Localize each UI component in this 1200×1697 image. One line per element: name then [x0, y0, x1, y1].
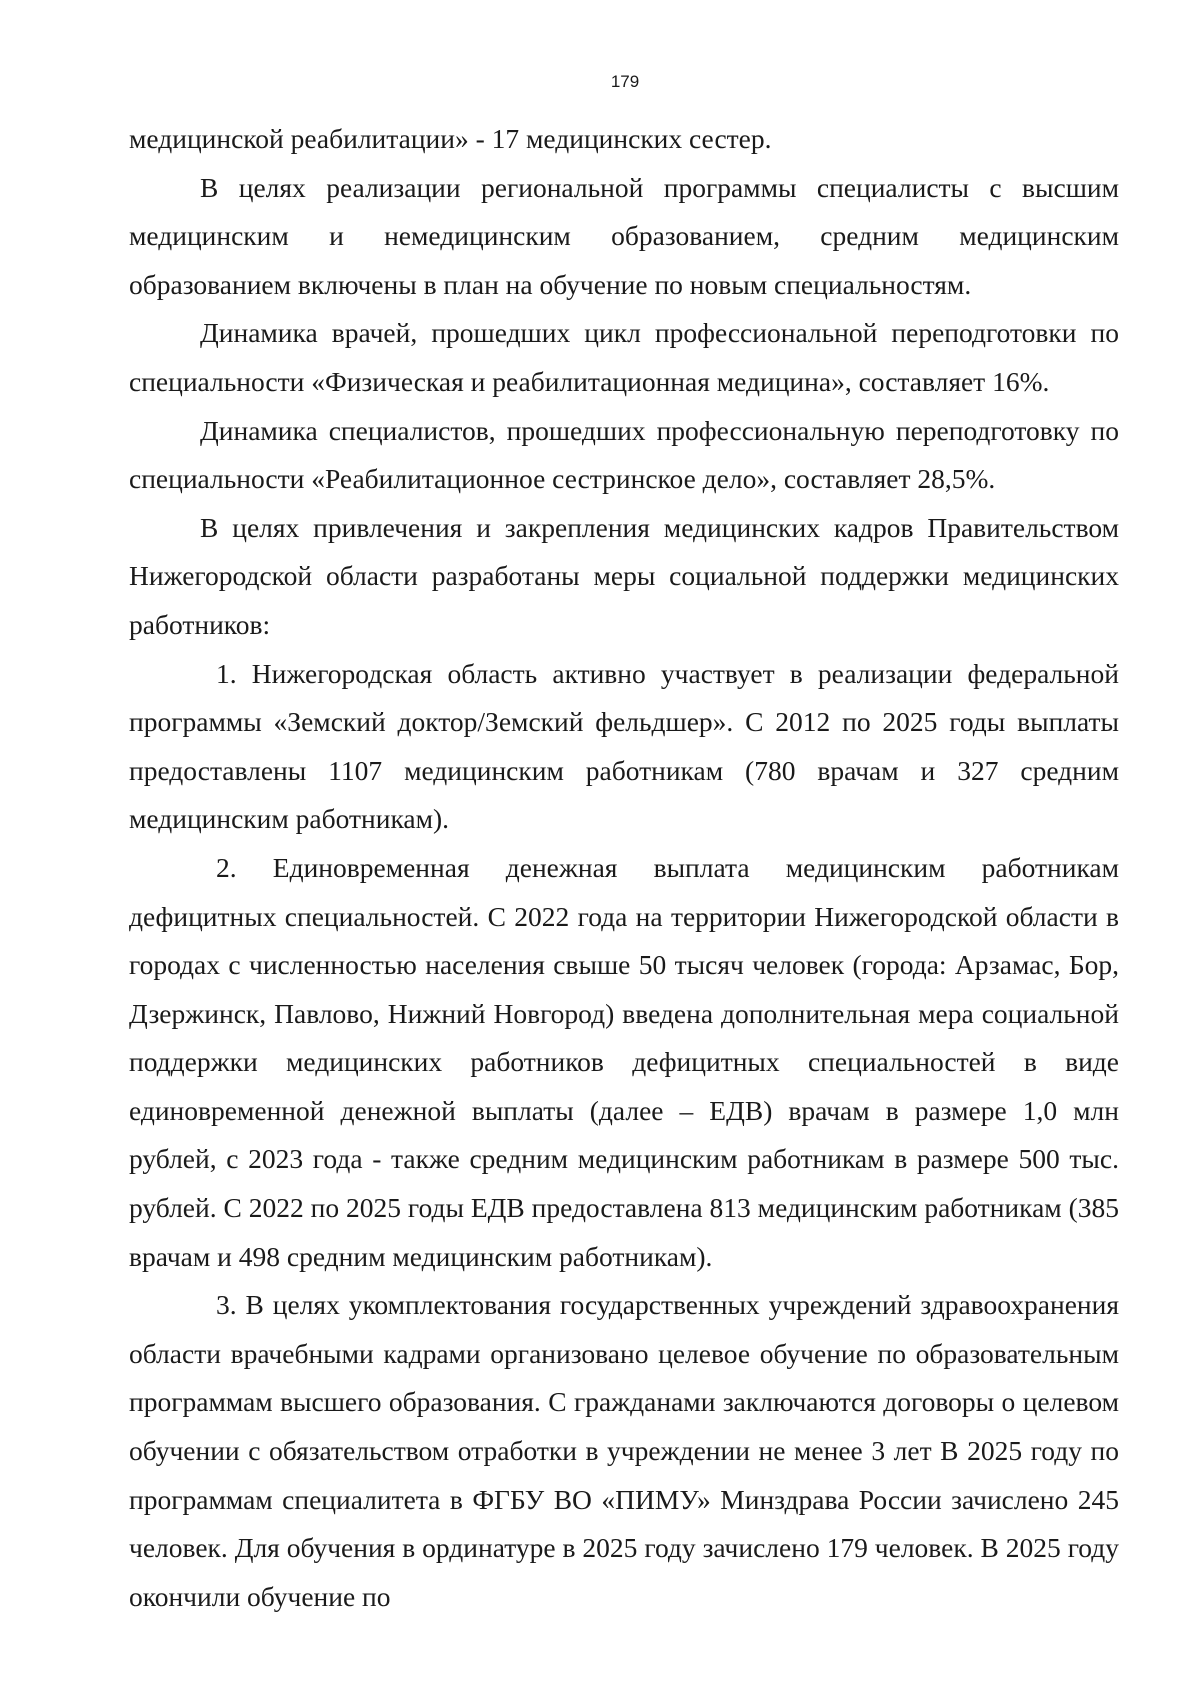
list-item-zemsky-doctor: 1. Нижегородская область активно участвует в реализации федеральной программы «Земский доктор/Земский фельдшер». С 2012 по 2025 годы выплаты предоставлены 1107 медицинским работникам (780 врачам и 327 средним медицинским работникам). — [129, 657, 1119, 835]
paragraph-specialists-dynamics: Динамика специалистов, прошедших профессиональную переподготовку по специальности «Реабилитационное сестринское дело», составляет 28,5%. — [129, 414, 1119, 495]
paragraph-continuation: медицинской реабилитации» - 17 медицинских сестер. — [129, 123, 772, 154]
page-number: 179 — [610, 72, 640, 91]
paragraph-support-measures: В целях привлечения и закрепления медицинских кадров Правительством Нижегородской области разработаны меры социальной поддержки медицинских работников: — [129, 511, 1119, 640]
document-body — [129, 115, 1119, 1621]
list-item-targeted-training: 3. В целях укомплектования государственных учреждений здравоохранения области врачебными кадрами организовано целевое обучение по образовательным программам высшего образования. С гражданами заключаются договоры о целевом обучении с обязательством отработки в учреждении не менее 3 лет В 2025 году по программам специалитета в ФГБУ ВО «ПИМУ» Минздрава России зачислено 245 человек. Для обучения в ординатуре в 2025 году зачислено 179 человек. В 2025 году окончили обучение по — [129, 1289, 1119, 1612]
list-item-edv-payment: 2. Единовременная денежная выплата медицинским работникам дефицитных специальностей. С 2022 года на территории Нижегородской области в городах с численностью населения свыше 50 тысяч человек (города: Арзамас, Бор, Дзержинск, Павлово, Нижний Новгород) введена дополнительная мера социальной поддержки медицинских работников дефицитных специальностей в виде единовременной денежной выплаты (далее – ЕДВ) врачам в размере 1,0 млн рублей, с 2023 года - также средним медицинским работникам в размере 500 тыс. рублей. С 2022 по 2025 годы ЕДВ предоставлена 813 медицинским работникам (385 врачам и 498 средним медицинским работникам). — [129, 851, 1119, 1272]
paragraph-doctors-dynamics: Динамика врачей, прошедших цикл профессиональной переподготовки по специальности «Физическая и реабилитационная медицина», составляет 16%. — [129, 317, 1119, 397]
paragraph-regional-program: В целях реализации региональной программы специалисты с высшим медицинским и немедицинским образованием, средним медицинским образованием включены в план на обучение по новым специальностям. — [129, 171, 1119, 300]
